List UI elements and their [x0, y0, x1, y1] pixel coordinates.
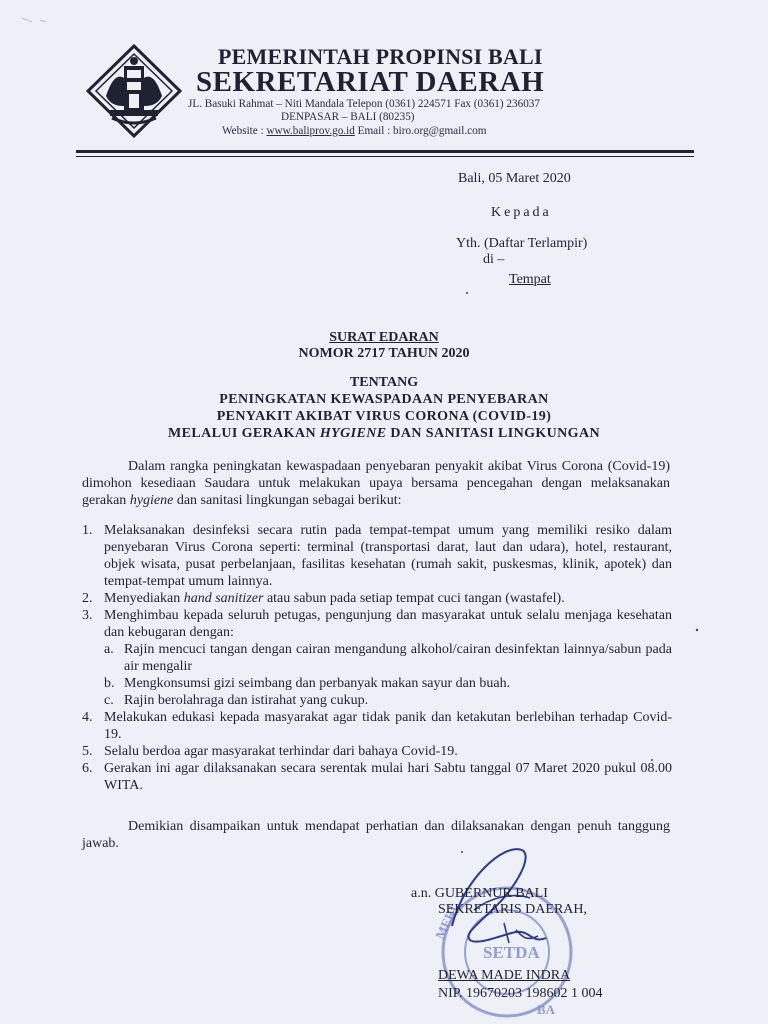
- sub-list-text: Mengkonsumsi gizi seimbang dan perbanyak makan sayur dan buah.: [124, 676, 511, 691]
- sub-list-text: Rajin mencuci tangan dengan cairan mengandung alkohol/cairan desinfektan lainnya/sabun pada air mengalir: [124, 642, 672, 674]
- sub-list-letter: c.: [104, 693, 114, 708]
- intro-post: dan sanitasi lingkungan sebagai berikut:: [173, 493, 402, 508]
- recipient-place: Tempat: [509, 272, 551, 287]
- list-item: [82, 743, 672, 760]
- sub-list-letter: a.: [104, 642, 114, 657]
- list-item-text: Gerakan ini agar dilaksanakan secara serentak mulai hari Sabtu tanggal 07 Maret 2020 pukul 08.00 WITA.: [104, 761, 672, 793]
- doc-subject-line2: PENYAKIT AKIBAT VIRUS CORONA (COVID-19): [216, 409, 552, 424]
- list-item-text: Melaksanakan desinfeksi secara rutin pada tempat-tempat umum yang memiliki resiko dalam penyebaran Virus Corona seperti: terminal (transportasi darat, laut dan udara), hotel, restaurant, objek wisata, pusat perbelanjaan, fasilitas kesehatan (rumah sakit, puskesmas, klinik, apotek) dan tempat-tempat umum lainnya.: [104, 523, 672, 589]
- header-government-name: PEMERINTAH PROPINSI BALI: [218, 44, 543, 69]
- list-number: 5.: [82, 744, 93, 759]
- list-item-text: Selalu berdoa agar masyarakat terhindar dari bahaya Covid-19.: [104, 744, 458, 759]
- header-rule-thick: [76, 150, 694, 153]
- recipient-kepada: Kepada: [491, 205, 552, 220]
- list-item-text: Menghimbau kepada seluruh petugas, pengunjung dan masyarakat untuk selalu menjaga kesehatan dan kebugaran dengan:: [104, 608, 672, 640]
- header-city: DENPASAR – BALI (80235): [281, 111, 415, 123]
- header-address: JL. Basuki Rahmat – Niti Mandala Telepon (0361) 224571 Fax (0361) 236037: [188, 98, 540, 110]
- signature-on-behalf: a.n. GUBERNUR BALI: [411, 886, 548, 901]
- signatory-name: DEWA MADE INDRA: [438, 968, 571, 983]
- website-label: Website :: [222, 125, 267, 137]
- sub-list-item: [104, 675, 672, 692]
- list-item: [82, 522, 672, 590]
- website-link[interactable]: www.baliprov.go.id: [266, 125, 355, 137]
- list-number: 2.: [82, 591, 93, 606]
- stamp-text-bottom: BA: [537, 1002, 556, 1017]
- stamp-text-center: SETDA: [483, 943, 540, 962]
- list-number: 3.: [82, 608, 93, 623]
- stamp-text-top: MERI: [432, 902, 461, 942]
- intro-paragraph: [82, 458, 670, 509]
- bali-province-emblem: [86, 44, 182, 138]
- recipient-di: di –: [483, 252, 505, 267]
- letter-date: Bali, 05 Maret 2020: [458, 171, 571, 186]
- list-item: [82, 607, 672, 709]
- subject3-pre: MELALUI GERAKAN: [168, 426, 320, 441]
- header-rule-thin: [76, 156, 694, 157]
- sub-list: [104, 641, 672, 709]
- doc-type: [0, 330, 768, 346]
- doc-type-label: SURAT EDARAN: [329, 330, 439, 345]
- signature-title: SEKRETARIS DAERAH,: [438, 902, 587, 917]
- list-item-italic: hand sanitizer: [183, 591, 264, 606]
- instruction-list: [82, 522, 672, 794]
- intro-italic: hygiene: [129, 493, 174, 508]
- sub-list-item: [104, 692, 672, 709]
- doc-subject-line1: PENINGKATAN KEWASPADAAN PENYEBARAN: [219, 392, 549, 407]
- sub-list-item: [104, 641, 672, 675]
- list-number: 4.: [82, 710, 93, 725]
- subject3-post: DAN SANITASI LINGKUNGAN: [386, 426, 600, 441]
- list-item-text: atau sabun pada setiap tempat cuci tangan (wastafel).: [263, 591, 565, 606]
- recipient-name: Yth. (Daftar Terlampir): [456, 236, 588, 251]
- signatory-nip: NIP. 19670203 198602 1 004: [438, 986, 603, 1001]
- sub-list-text: Rajin berolahraga dan istirahat yang cukup.: [124, 693, 369, 708]
- list-number: 6.: [82, 761, 93, 776]
- list-item-text: Menyediakan: [104, 591, 184, 606]
- list-number: 1.: [82, 523, 93, 538]
- doc-subject-line3: [0, 426, 768, 442]
- header-contact: [222, 125, 486, 137]
- closing-paragraph: Demikian disampaikan untuk mendapat perhatian dan dilaksanakan dengan penuh tanggung jawab.: [82, 819, 670, 851]
- email-text: Email : biro.org@gmail.com: [354, 125, 487, 137]
- doc-tentang: TENTANG: [349, 375, 419, 390]
- intro-pre: Dalam rangka peningkatan kewaspadaan penyebaran penyakit akibat Virus Corona (Covid-19) dimohon kesediaan Saudara untuk melakukan upaya bersama pencegahan dengan melaksanakan gerakan: [82, 459, 670, 508]
- list-item-text: Melakukan edukasi kepada masyarakat agar tidak panik dan ketakutan berlebihan terhadap Covid-19.: [104, 710, 672, 742]
- doc-number: NOMOR 2717 TAHUN 2020: [298, 346, 470, 361]
- sub-list-letter: b.: [104, 676, 115, 691]
- list-item: [82, 590, 672, 607]
- subject3-italic: HYGIENE: [319, 426, 387, 441]
- list-item: [82, 709, 672, 743]
- header-office-name: SEKRETARIAT DAERAH: [196, 66, 545, 98]
- list-item: [82, 760, 672, 794]
